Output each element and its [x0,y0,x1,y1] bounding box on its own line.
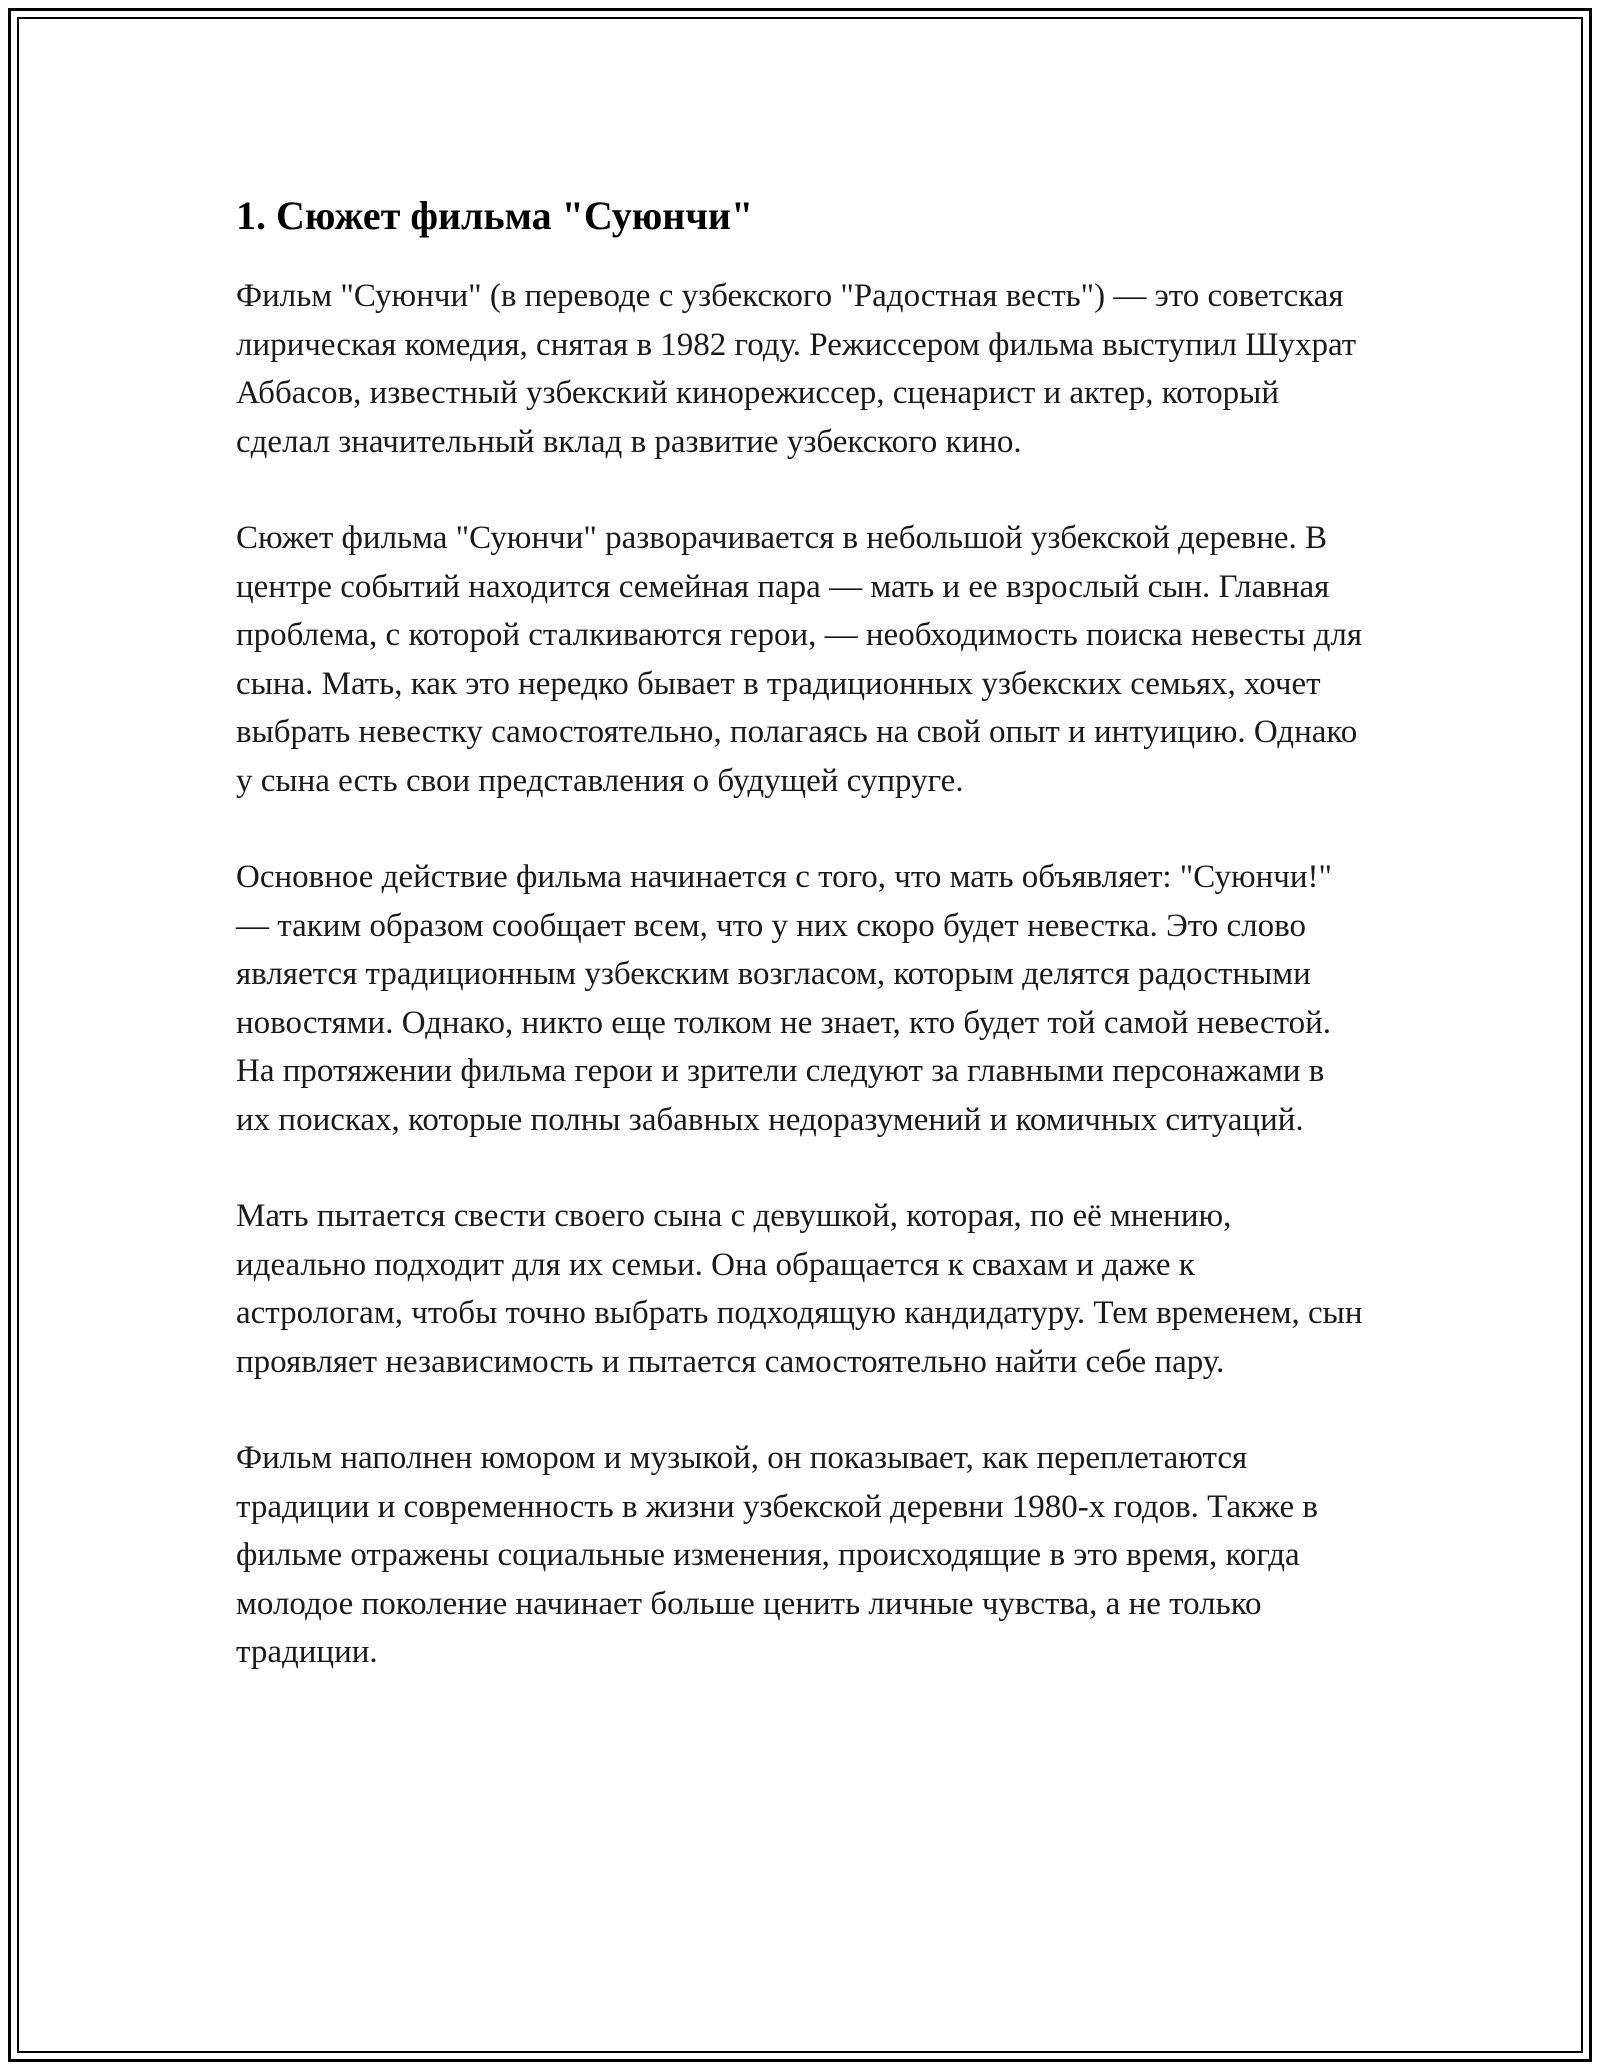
paragraph-main-action: Основное действие фильма начинается с того, что мать объявляет: "Суюнчи!" — таким образом сообщает всем, что у них скоро будет невестка. Это слово является традиционным узбекским возгласом, которым делятся радостными новостями. Однако, никто еще толком не знает, кто будет той самой невестой. На протяжении фильма герои и зрители следуют за главными персонажами в их поисках, которые полны забавных недоразумений и комичных ситуаций. [236,859,1332,1138]
paragraph-mother-efforts: Мать пытается свести своего сына с девушкой, которая, по её мнению, идеально подходит для их семьи. Она обращается к свахам и даже к астрологам, чтобы точно выбрать подходящую кандидатуру. Тем временем, сын проявляет независимость и пытается самостоятельно найти себе пару. [236,1198,1363,1380]
paragraph-intro: Фильм "Суюнчи" (в переводе с узбекского "Радостная весть") — это советская лирическая комедия, снятая в 1982 году. Режиссером фильма выступил Шухрат Аббасов, известный узбекский кинорежиссер, сценарист и актер, который сделал значительный вклад в развитие узбекского кино. [236,278,1357,460]
document-body [236,192,1366,1725]
paragraph-themes: Фильм наполнен юмором и музыкой, он показывает, как переплетаются традиции и современность в жизни узбекской деревни 1980-х годов. Также в фильме отражены социальные изменения, происходящие в это время, когда молодое поколение начинает больше ценить личные чувства, а не только традиции. [236,1440,1319,1670]
paragraph-plot-setting: Сюжет фильма "Суюнчи" разворачивается в небольшой узбекской деревне. В центре событий находится семейная пара — мать и ее взрослый сын. Главная проблема, с которой сталкиваются герои, — необходимость поиска невесты для сына. Мать, как это нередко бывает в традиционных узбекских семьях, хочет выбрать невестку самостоятельно, полагаясь на свой опыт и интуицию. Однако у сына есть свои представления о будущей супруге. [236,520,1363,799]
section-heading: 1. Сюжет фильма "Суюнчи" [236,193,754,238]
